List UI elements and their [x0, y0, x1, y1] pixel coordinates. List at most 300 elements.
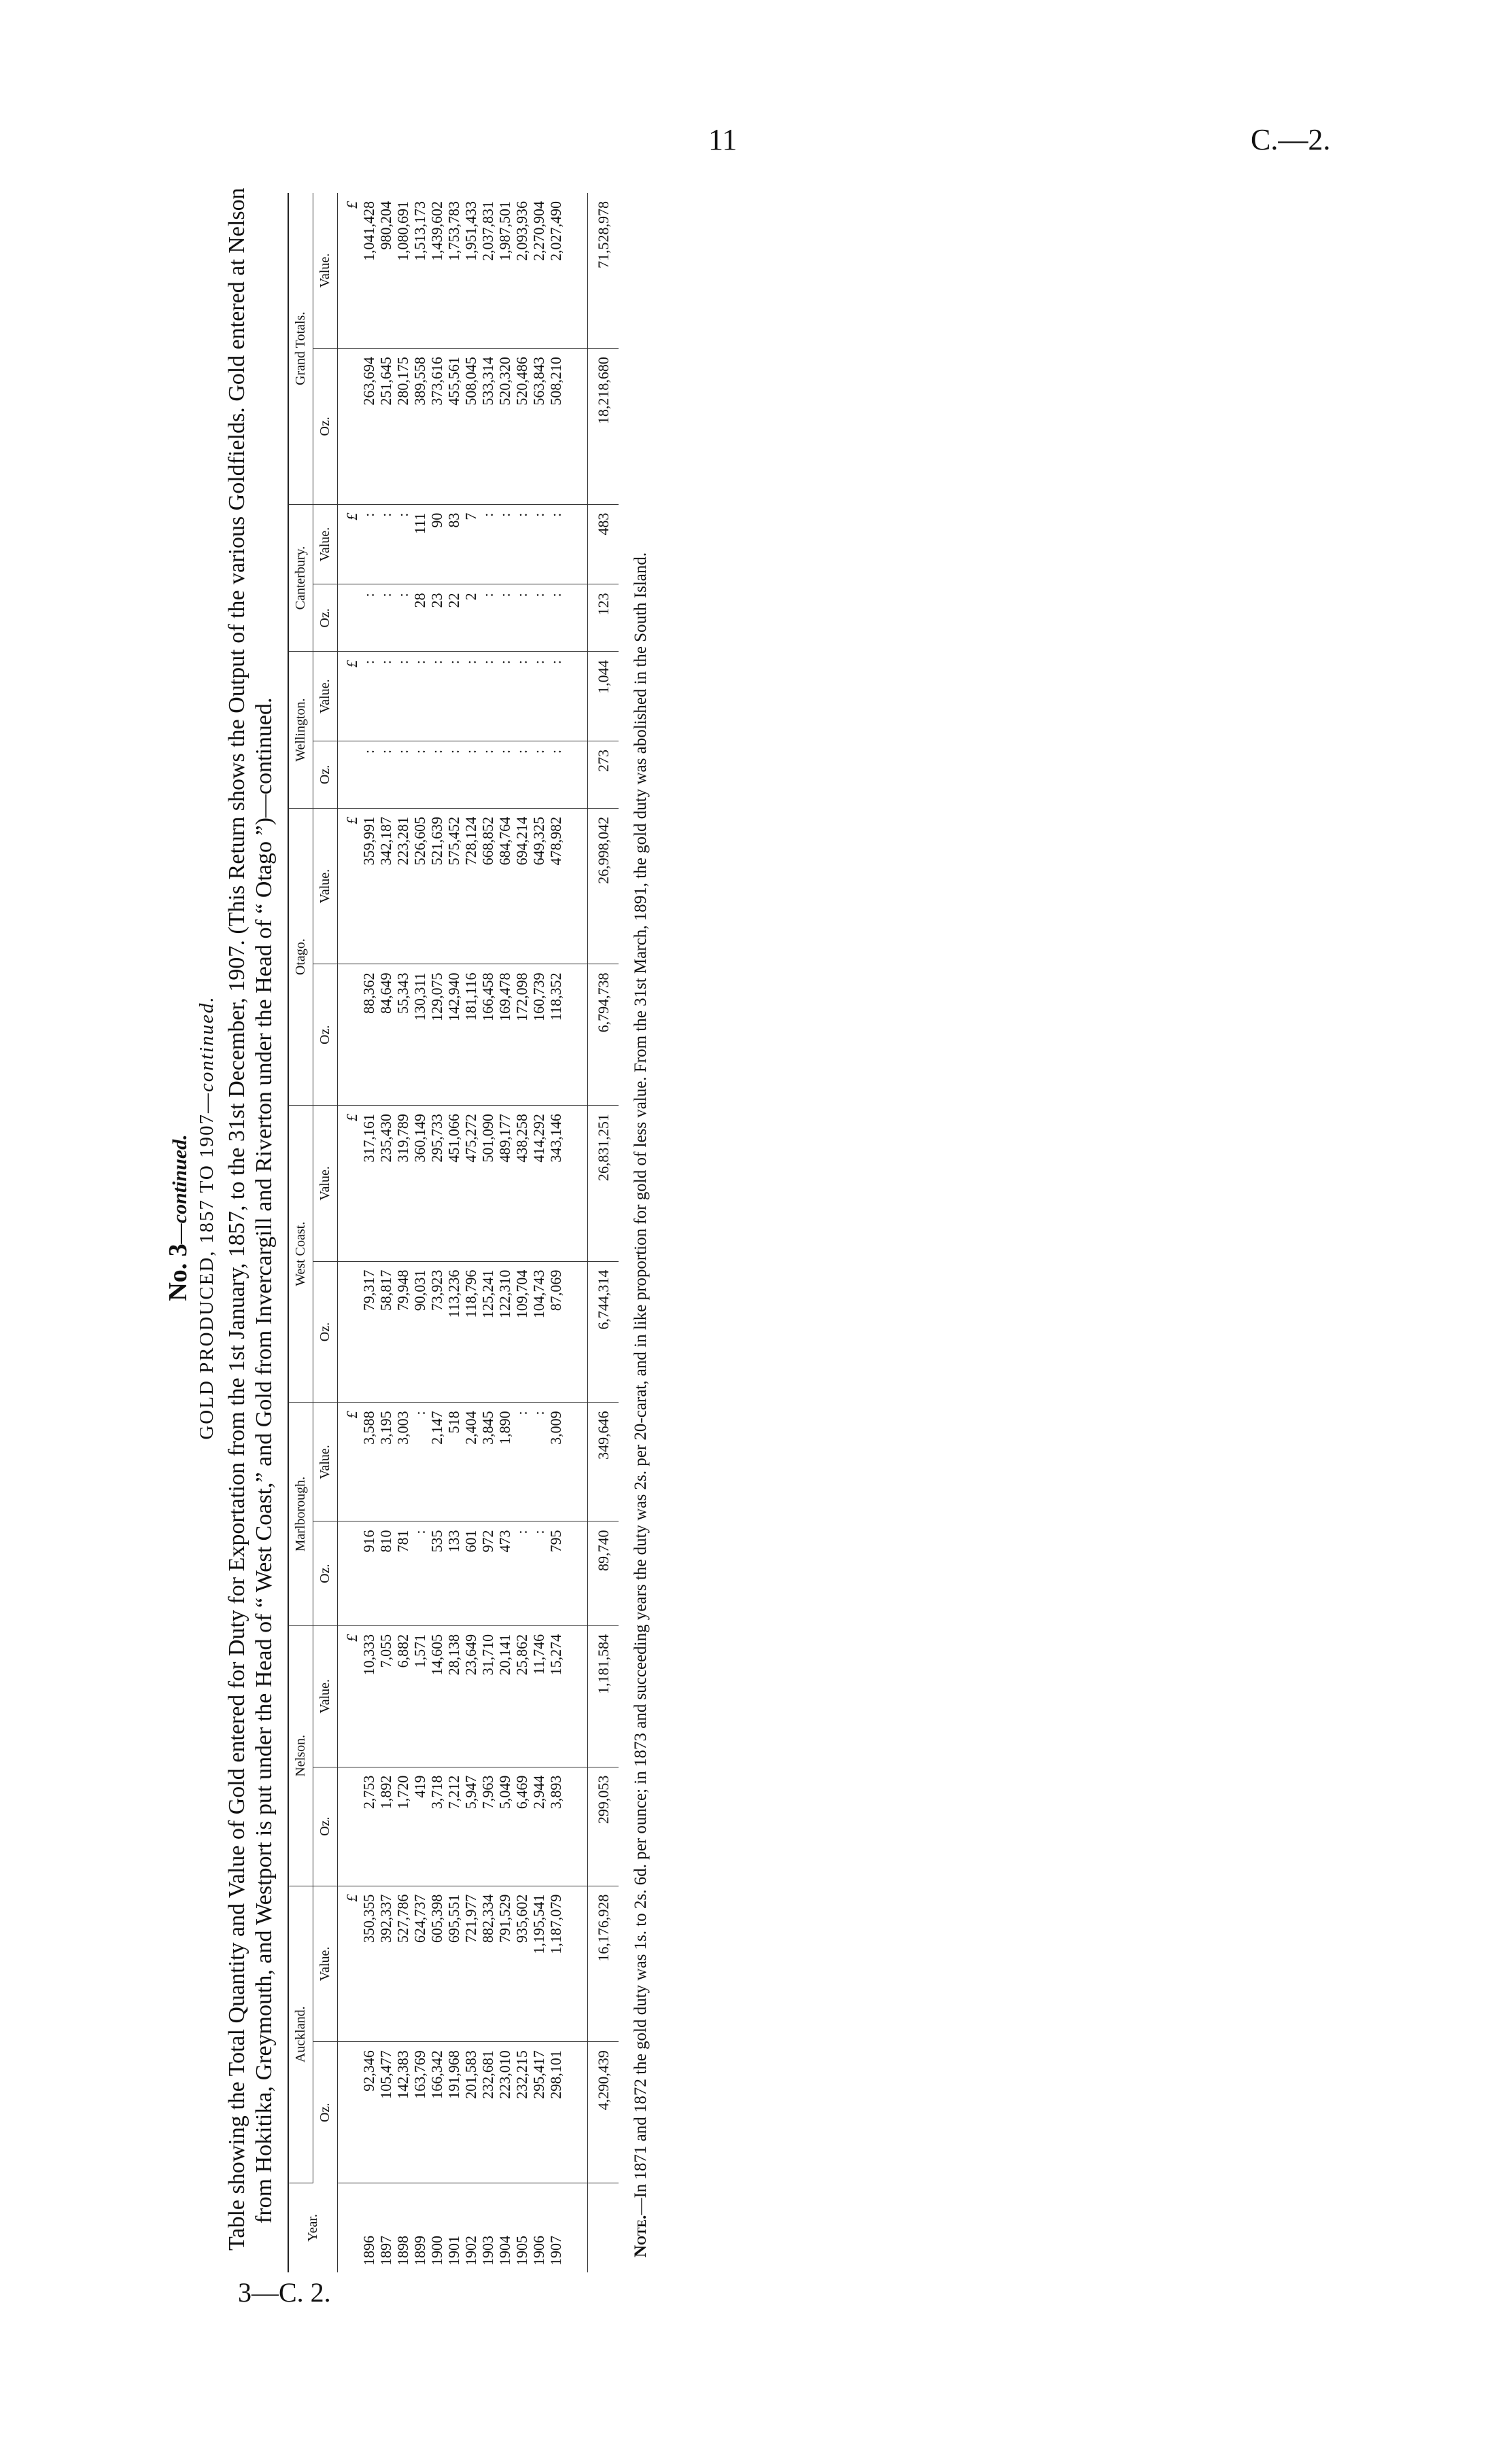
oz-header: Oz.: [313, 1261, 338, 1403]
value-cell: :: [428, 741, 445, 808]
value-cell: 111: [411, 504, 428, 584]
value-cell: 350,355: [360, 1886, 377, 2042]
spacer-row: [564, 193, 588, 2272]
value-cell: [338, 349, 361, 505]
value-cell: 508,045: [462, 349, 479, 505]
value-cell: 166,342: [428, 2042, 445, 2183]
table-description: Table showing the Total Quantity and Value of Gold entered for Duty for Exportation from the 1st January, 1857, to the 31st December, 1907. (This Return shows the Output of the various Goldfields. Gold entered at Nelson from Hokitika, Greymouth, and Westport is put under the Head of “ West Coast,” and Gold from Invercargill and Riverton under the Head of “ Otago ”)—continued.: [224, 188, 277, 2251]
value-cell: :: [513, 1521, 530, 1625]
value-cell: 575,452: [445, 808, 462, 964]
value-header: Value.: [313, 652, 338, 741]
value-cell: 3,003: [394, 1403, 411, 1521]
group-header: Wellington.: [288, 652, 313, 808]
oz-header: Oz.: [313, 349, 338, 505]
value-cell: 2,147: [428, 1403, 445, 1521]
value-header: Value.: [313, 504, 338, 584]
value-cell: :: [360, 504, 377, 584]
value-cell: 438,258: [513, 1106, 530, 1262]
group-header: Canterbury.: [288, 504, 313, 652]
year-cell: [411, 2183, 428, 2272]
value-cell: :: [411, 652, 428, 741]
oz-header: Oz.: [313, 584, 338, 652]
value-cell: 343,146: [547, 1106, 564, 1262]
value-cell: 3,588: [360, 1403, 377, 1521]
value-cell: £: [338, 808, 361, 964]
sub-header-row: [313, 193, 338, 2272]
value-cell: :: [479, 584, 496, 652]
value-cell: 563,843: [530, 349, 547, 505]
value-cell: 223,281: [394, 808, 411, 964]
value-cell: :: [479, 504, 496, 584]
value-cell: 5,947: [462, 1767, 479, 1886]
value-cell: 73,923: [428, 1261, 445, 1403]
value-cell: :: [394, 584, 411, 652]
value-cell: 15,274: [547, 1625, 564, 1767]
group-header: Auckland.: [288, 1886, 313, 2183]
value-cell: 1,987,501: [496, 193, 513, 349]
value-cell: 26,831,251: [588, 1106, 619, 1262]
value-cell: 160,739: [530, 964, 547, 1106]
value-cell: 810: [377, 1521, 394, 1625]
value-cell: 1,187,079: [547, 1886, 564, 2042]
value-cell: 791,529: [496, 1886, 513, 2042]
oz-header: Oz.: [313, 1767, 338, 1886]
year-cell: [547, 2183, 564, 2272]
value-cell: 201,583: [462, 2042, 479, 2183]
value-cell: 3,195: [377, 1403, 394, 1521]
value-cell: 3,845: [479, 1403, 496, 1521]
value-cell: 6,794,738: [588, 964, 619, 1106]
value-cell: :: [411, 741, 428, 808]
year-cell: [530, 2183, 547, 2272]
table-row: [496, 193, 513, 2272]
value-cell: 28: [411, 584, 428, 652]
value-cell: 518: [445, 1403, 462, 1521]
value-cell: 7,212: [445, 1767, 462, 1886]
group-header: Nelson.: [288, 1625, 313, 1886]
year-label: 1896: [360, 2236, 377, 2266]
value-cell: 2,944: [530, 1767, 547, 1886]
value-cell: 299,053: [588, 1767, 619, 1886]
value-cell: 22: [445, 584, 462, 652]
value-cell: 11,746: [530, 1625, 547, 1767]
value-cell: 172,098: [513, 964, 530, 1106]
value-cell: 273: [588, 741, 619, 808]
value-cell: :: [462, 652, 479, 741]
value-cell: 7,963: [479, 1767, 496, 1886]
value-cell: 142,940: [445, 964, 462, 1106]
year-label: 1898: [394, 2236, 411, 2266]
year-cell: [479, 2183, 496, 2272]
table-body: [338, 193, 619, 2272]
value-cell: 414,292: [530, 1106, 547, 1262]
value-cell: 392,337: [377, 1886, 394, 2042]
value-cell: 2,270,904: [530, 193, 547, 349]
value-cell: 2,027,490: [547, 193, 564, 349]
value-cell: :: [530, 1403, 547, 1521]
value-cell: 298,101: [547, 2042, 564, 2183]
value-cell: :: [377, 504, 394, 584]
value-cell: :: [496, 652, 513, 741]
value-cell: 14,605: [428, 1625, 445, 1767]
value-cell: 295,733: [428, 1106, 445, 1262]
oz-header: Oz.: [313, 1521, 338, 1625]
year-label: 1903: [479, 2236, 496, 2266]
value-cell: £: [338, 504, 361, 584]
table-number: No. 3—continued.: [164, 1134, 192, 1301]
value-cell: :: [360, 652, 377, 741]
table-row: [360, 193, 377, 2272]
value-cell: [338, 964, 361, 1106]
value-cell: :: [530, 584, 547, 652]
year-header: Year.: [288, 2183, 338, 2272]
side-page-code: 3—C. 2.: [238, 2277, 331, 2308]
value-cell: 389,558: [411, 349, 428, 505]
value-cell: 1,080,691: [394, 193, 411, 349]
value-cell: 475,272: [462, 1106, 479, 1262]
value-cell: 169,478: [496, 964, 513, 1106]
value-cell: :: [394, 504, 411, 584]
value-cell: 489,177: [496, 1106, 513, 1262]
value-cell: 55,343: [394, 964, 411, 1106]
value-cell: :: [360, 584, 377, 652]
value-header: Value.: [313, 808, 338, 964]
value-cell: 2,093,936: [513, 193, 530, 349]
value-cell: 295,417: [530, 2042, 547, 2183]
gold-table: [288, 193, 619, 2272]
value-cell: :: [547, 652, 564, 741]
value-cell: 118,352: [547, 964, 564, 1106]
value-cell: 694,214: [513, 808, 530, 964]
value-cell: 88,362: [360, 964, 377, 1106]
value-cell: :: [428, 652, 445, 741]
table-row: [428, 193, 445, 2272]
value-cell: 23: [428, 584, 445, 652]
table-row: [411, 193, 428, 2272]
year-cell: [462, 2183, 479, 2272]
oz-header: Oz.: [313, 964, 338, 1106]
table-number-suffix: —continued.: [169, 1134, 191, 1244]
year-cell: [377, 2183, 394, 2272]
value-cell: 3,893: [547, 1767, 564, 1886]
year-cell: [360, 2183, 377, 2272]
value-cell: 1,571: [411, 1625, 428, 1767]
value-cell: 359,991: [360, 808, 377, 964]
value-cell: 319,789: [394, 1106, 411, 1262]
value-cell: :: [394, 741, 411, 808]
value-cell: 31,710: [479, 1625, 496, 1767]
value-header: Value.: [313, 193, 338, 349]
table-subtitle-suffix: continued.: [196, 996, 218, 1092]
value-cell: 2: [462, 584, 479, 652]
totals-row: [588, 193, 619, 2272]
table-row: [547, 193, 564, 2272]
value-cell: 695,551: [445, 1886, 462, 2042]
value-cell: :: [513, 504, 530, 584]
table-row: [462, 193, 479, 2272]
value-cell: 360,149: [411, 1106, 428, 1262]
year-cell: [428, 2183, 445, 2272]
year-label: 1905: [513, 2236, 530, 2266]
value-cell: 20,141: [496, 1625, 513, 1767]
value-cell: 1,890: [496, 1403, 513, 1521]
value-cell: 2,753: [360, 1767, 377, 1886]
table-subtitle: GOLD PRODUCED, 1857 TO 1907—continued.: [196, 996, 218, 1440]
value-cell: :: [411, 1403, 428, 1521]
value-cell: 125,241: [479, 1261, 496, 1403]
year-label: 1907: [547, 2236, 564, 2266]
group-header: Grand Totals.: [288, 193, 313, 504]
value-header: Value.: [313, 1625, 338, 1767]
value-cell: 2,037,831: [479, 193, 496, 349]
value-cell: 104,743: [530, 1261, 547, 1403]
value-cell: 166,458: [479, 964, 496, 1106]
value-cell: £: [338, 1625, 361, 1767]
oz-header: Oz.: [313, 741, 338, 808]
value-cell: 6,469: [513, 1767, 530, 1886]
value-cell: 721,977: [462, 1886, 479, 2042]
value-cell: :: [496, 741, 513, 808]
value-cell: 232,681: [479, 2042, 496, 2183]
value-cell: :: [530, 504, 547, 584]
value-cell: 235,430: [377, 1106, 394, 1262]
value-cell: 508,210: [547, 349, 564, 505]
oz-header: Oz.: [313, 2042, 338, 2183]
table-row: [394, 193, 411, 2272]
value-cell: £: [338, 1886, 361, 2042]
value-cell: 1,513,173: [411, 193, 428, 349]
value-cell: 455,561: [445, 349, 462, 505]
value-cell: [338, 584, 361, 652]
value-cell: 1,041,428: [360, 193, 377, 349]
value-cell: 92,346: [360, 2042, 377, 2183]
table-row: [530, 193, 547, 2272]
value-cell: 1,753,783: [445, 193, 462, 349]
value-cell: 1,720: [394, 1767, 411, 1886]
note-text: —In 1871 and 1872 the gold duty was 1s. to 2s. 6d. per ounce; in 1873 and succeeding years the duty was 2s. per 20-carat, and in like proportion for gold of less value. From the 31st March, 1891, the gold duty was abolished in the South Island.: [631, 552, 650, 2215]
value-cell: :: [445, 652, 462, 741]
value-cell: 232,215: [513, 2042, 530, 2183]
value-cell: :: [513, 652, 530, 741]
value-cell: 18,218,680: [588, 349, 619, 505]
value-cell: 317,161: [360, 1106, 377, 1262]
value-cell: :: [394, 652, 411, 741]
value-cell: [338, 2042, 361, 2183]
value-cell: 90: [428, 504, 445, 584]
value-cell: :: [462, 741, 479, 808]
value-cell: 79,948: [394, 1261, 411, 1403]
value-cell: :: [479, 652, 496, 741]
value-cell: 419: [411, 1767, 428, 1886]
year-label: 1899: [411, 2236, 428, 2266]
value-cell: :: [496, 504, 513, 584]
value-cell: 118,796: [462, 1261, 479, 1403]
value-cell: 109,704: [513, 1261, 530, 1403]
value-cell: 122,310: [496, 1261, 513, 1403]
value-cell: 533,314: [479, 349, 496, 505]
value-cell: 728,124: [462, 808, 479, 964]
value-cell: 451,066: [445, 1106, 462, 1262]
value-cell: 373,616: [428, 349, 445, 505]
value-cell: 501,090: [479, 1106, 496, 1262]
value-cell: :: [360, 741, 377, 808]
group-header-row: [288, 193, 313, 2272]
value-cell: £: [338, 1403, 361, 1521]
value-cell: 2,404: [462, 1403, 479, 1521]
unit-row: [338, 193, 361, 2272]
value-cell: 58,817: [377, 1261, 394, 1403]
year-cell: [445, 2183, 462, 2272]
value-cell: 668,852: [479, 808, 496, 964]
year-label: 1901: [445, 2236, 462, 2266]
value-cell: 129,075: [428, 964, 445, 1106]
value-cell: :: [547, 741, 564, 808]
value-cell: 520,320: [496, 349, 513, 505]
value-cell: 6,882: [394, 1625, 411, 1767]
value-cell: 972: [479, 1521, 496, 1625]
value-cell: 342,187: [377, 808, 394, 964]
value-cell: 4,290,439: [588, 2042, 619, 2183]
value-cell: 535: [428, 1521, 445, 1625]
group-header: Otago.: [288, 808, 313, 1105]
value-cell: 105,477: [377, 2042, 394, 2183]
value-cell: 71,528,978: [588, 193, 619, 349]
value-cell: 3,009: [547, 1403, 564, 1521]
value-cell: 980,204: [377, 193, 394, 349]
value-cell: 483: [588, 504, 619, 584]
value-cell: 649,325: [530, 808, 547, 964]
value-cell: 3,718: [428, 1767, 445, 1886]
value-cell: :: [479, 741, 496, 808]
year-cell: [394, 2183, 411, 2272]
value-cell: 521,639: [428, 808, 445, 964]
value-header: Value.: [313, 1403, 338, 1521]
value-cell: [338, 1767, 361, 1886]
value-cell: 1,181,584: [588, 1625, 619, 1767]
page-number: 11: [708, 123, 738, 156]
value-cell: 7,055: [377, 1625, 394, 1767]
value-cell: :: [513, 741, 530, 808]
value-cell: £: [338, 652, 361, 741]
value-cell: 1,044: [588, 652, 619, 741]
value-cell: 26,998,042: [588, 808, 619, 964]
value-cell: :: [377, 584, 394, 652]
value-cell: :: [513, 584, 530, 652]
value-cell: [338, 1261, 361, 1403]
value-cell: 263,694: [360, 349, 377, 505]
value-cell: 1,892: [377, 1767, 394, 1886]
table-row: [513, 193, 530, 2272]
value-cell: 280,175: [394, 349, 411, 505]
value-cell: :: [530, 741, 547, 808]
value-cell: 526,605: [411, 808, 428, 964]
year-cell: [513, 2183, 530, 2272]
value-cell: :: [530, 1521, 547, 1625]
value-cell: 191,968: [445, 2042, 462, 2183]
value-cell: :: [547, 584, 564, 652]
table-row: [377, 193, 394, 2272]
value-cell: 163,769: [411, 2042, 428, 2183]
value-cell: 1,195,541: [530, 1886, 547, 2042]
value-cell: 349,646: [588, 1403, 619, 1521]
value-cell: 251,645: [377, 349, 394, 505]
year-cell: [338, 2183, 361, 2272]
value-cell: 7: [462, 504, 479, 584]
value-cell: 23,649: [462, 1625, 479, 1767]
value-cell: 478,982: [547, 808, 564, 964]
year-cell: [496, 2183, 513, 2272]
value-cell: 90,031: [411, 1261, 428, 1403]
value-cell: 473: [496, 1521, 513, 1625]
value-cell: :: [377, 741, 394, 808]
value-cell: :: [411, 1521, 428, 1625]
value-cell: 181,116: [462, 964, 479, 1106]
value-cell: 10,333: [360, 1625, 377, 1767]
year-label: 1902: [462, 2236, 479, 2266]
value-cell: 83: [445, 504, 462, 584]
value-cell: 527,786: [394, 1886, 411, 2042]
value-cell: :: [377, 652, 394, 741]
year-label: 1904: [496, 2236, 513, 2266]
value-cell: 1,439,602: [428, 193, 445, 349]
value-cell: [338, 741, 361, 808]
year-label: 1900: [428, 2236, 445, 2266]
year-label: 1897: [377, 2236, 394, 2266]
note-lead: Note.: [631, 2215, 650, 2257]
value-cell: :: [530, 652, 547, 741]
value-cell: 6,744,314: [588, 1261, 619, 1403]
value-cell: [338, 1521, 361, 1625]
value-cell: 601: [462, 1521, 479, 1625]
value-cell: 882,334: [479, 1886, 496, 2042]
value-cell: 87,069: [547, 1261, 564, 1403]
value-cell: 89,740: [588, 1521, 619, 1625]
value-cell: 25,862: [513, 1625, 530, 1767]
value-cell: 84,649: [377, 964, 394, 1106]
value-cell: 935,602: [513, 1886, 530, 2042]
year-label: 1906: [530, 2236, 547, 2266]
value-cell: 605,398: [428, 1886, 445, 2042]
value-cell: :: [496, 584, 513, 652]
value-cell: 624,737: [411, 1886, 428, 2042]
value-cell: 684,764: [496, 808, 513, 964]
value-cell: 5,049: [496, 1767, 513, 1886]
document-code: C.—2.: [1251, 123, 1331, 156]
value-cell: 28,138: [445, 1625, 462, 1767]
value-cell: 79,317: [360, 1261, 377, 1403]
value-cell: 795: [547, 1521, 564, 1625]
value-cell: 1,951,433: [462, 193, 479, 349]
value-cell: 133: [445, 1521, 462, 1625]
value-cell: £: [338, 193, 361, 349]
value-cell: 520,486: [513, 349, 530, 505]
value-cell: 781: [394, 1521, 411, 1625]
table-note: [629, 158, 652, 2257]
value-cell: 113,236: [445, 1261, 462, 1403]
value-cell: 142,383: [394, 2042, 411, 2183]
value-cell: 223,010: [496, 2042, 513, 2183]
group-header: Marlborough.: [288, 1403, 313, 1625]
value-cell: 123: [588, 584, 619, 652]
value-cell: :: [445, 741, 462, 808]
rotated-table-block: [158, 158, 953, 2278]
value-cell: £: [338, 1106, 361, 1262]
value-cell: :: [547, 504, 564, 584]
group-header: West Coast.: [288, 1106, 313, 1403]
value-header: Value.: [313, 1886, 338, 2042]
value-cell: 916: [360, 1521, 377, 1625]
value-cell: 130,311: [411, 964, 428, 1106]
